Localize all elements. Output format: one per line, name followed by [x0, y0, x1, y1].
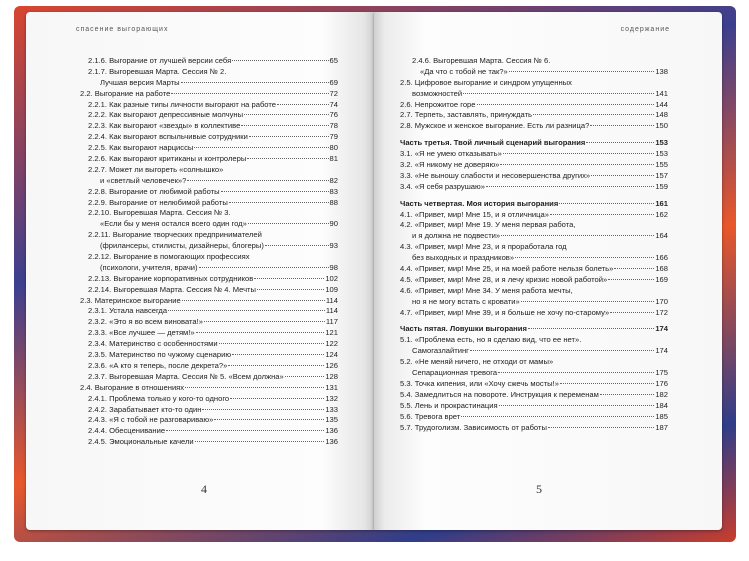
toc-entry: [400, 390, 668, 401]
toc-entry-page: 175: [655, 368, 668, 378]
toc-entry-title: 2.6. Непрожитое горе: [400, 99, 476, 109]
toc-entry-title: 4.1. «Привет, мир! Мне 15, и я отличница»: [400, 209, 549, 219]
toc-entry: [72, 274, 338, 285]
toc-entry: [400, 379, 668, 390]
dot-leader: [559, 203, 654, 204]
toc-entry-title: 2.2.2. Как выгорают депрессивные молчуны: [88, 110, 244, 120]
toc-entry-title: 2.2.10. Выгоревшая Марта. Сессия № 3.: [88, 208, 231, 218]
toc-entry-page: 80: [329, 143, 338, 153]
dot-leader: [182, 300, 325, 301]
toc-entry-page: 128: [325, 371, 338, 381]
toc-entry-page: 81: [329, 154, 338, 164]
toc-entry: [72, 372, 338, 383]
toc-entry-title: 2.2.6. Как выгорают критиканы и контролеры: [88, 154, 247, 164]
dot-leader: [202, 409, 324, 410]
toc-entry-title: 2.3. Материнское выгорание: [80, 295, 181, 305]
toc-entry-page: 122: [325, 339, 338, 349]
dot-leader: [560, 383, 654, 384]
toc-entry-page: 185: [655, 411, 668, 421]
toc-entry: [72, 328, 338, 339]
toc-entry-title: 3.3. «Не выношу слабости и несовершенства других»: [400, 170, 591, 180]
dot-leader: [257, 289, 324, 290]
toc-entry-title: 2.3.1. Устала навсегда: [88, 306, 168, 316]
toc-entry-page: 88: [329, 197, 338, 207]
toc-entry-title: но я не могу встать с кровати»: [412, 296, 520, 306]
toc-entry: [400, 138, 668, 149]
toc-entry-page: 169: [655, 274, 668, 284]
dot-leader: [229, 202, 329, 203]
toc-entry-title: 3.1. «Я не умею отказывать»: [400, 149, 502, 159]
toc-entry-page: 157: [655, 170, 668, 180]
toc-entry-title: 2.1.6. Выгорание от лучшей версии себя: [88, 56, 232, 65]
toc-entry-title: 2.3.2. «Это я во всем виновата!»: [88, 317, 203, 327]
toc-entry-page: 82: [329, 175, 338, 185]
toc-entry-title: 2.2.9. Выгорание от нелюбимой работы: [88, 197, 228, 207]
dot-leader: [187, 180, 328, 181]
toc-entry-page: 76: [329, 110, 338, 120]
toc-entry-title: Сепарационная тревога: [412, 368, 498, 378]
toc-entry-page: 144: [655, 99, 668, 109]
toc-entry: [400, 149, 668, 160]
toc-entry: [400, 253, 668, 264]
toc-entry: [400, 110, 668, 121]
toc-entry: [72, 263, 338, 274]
toc-entry-page: 90: [329, 219, 338, 229]
dot-leader: [244, 114, 328, 115]
dot-leader: [171, 93, 328, 94]
toc-entry-title: 2.3.4. Материнство с особенностями: [88, 339, 218, 349]
toc-entry-page: 78: [329, 121, 338, 131]
toc-entry-title: 4.2. «Привет, мир! Мне 19. У меня первая работа,: [400, 220, 576, 230]
toc-entry: [72, 415, 338, 426]
dot-leader: [610, 312, 654, 313]
dot-leader: [199, 267, 329, 268]
toc-entry-title: 4.4. «Привет, мир! Мне 25, и на моей работе нельзя болеть»: [400, 264, 614, 274]
dot-leader: [590, 125, 654, 126]
dot-leader: [548, 427, 654, 428]
toc-entry: [400, 242, 668, 253]
right-page: [374, 12, 722, 530]
toc-entry-title: 2.4.4. Обесценивание: [88, 426, 166, 436]
toc-entry-page: 138: [655, 66, 668, 76]
toc-entry-title: 2.4.1. Проблема только у кого-то одного: [88, 393, 230, 403]
dot-leader: [614, 268, 654, 269]
toc-entry: [72, 110, 338, 121]
toc-entry: [72, 208, 338, 219]
toc-entry-page: 164: [655, 231, 668, 241]
toc-entry-page: 114: [325, 295, 338, 305]
dot-leader: [498, 372, 654, 373]
toc-entry: [400, 67, 668, 78]
toc-entry: [400, 346, 668, 357]
toc-right: [400, 56, 668, 433]
toc-entry: [72, 176, 338, 187]
toc-entry: [400, 286, 668, 297]
toc-entry-page: 109: [325, 284, 338, 294]
dot-leader: [232, 60, 328, 61]
dot-leader: [500, 164, 654, 165]
dot-leader: [533, 114, 654, 115]
toc-entry: [400, 412, 668, 423]
toc-entry-title: Часть третья. Твой личный сценарий выгорания: [400, 138, 586, 148]
toc-entry-page: 126: [325, 360, 338, 370]
toc-entry-title: Лучшая версия Марты: [100, 77, 180, 87]
toc-entry-page: 148: [655, 110, 668, 120]
toc-entry: [72, 437, 338, 448]
toc-entry-page: 114: [325, 306, 338, 316]
toc-entry: [400, 308, 668, 319]
toc-entry: [72, 252, 338, 263]
toc-entry-page: 74: [329, 99, 338, 109]
toc-entry-title: 5.2. «Не меняй ничего, не отходи от мамы»: [400, 357, 554, 367]
toc-entry-title: и я должна не подвести»: [412, 231, 501, 241]
toc-entry-page: 174: [655, 346, 668, 356]
toc-entry-page: 182: [655, 389, 668, 399]
toc-entry: [400, 89, 668, 100]
toc-entry-title: Часть четвертая. Моя история выгорания: [400, 198, 559, 208]
toc-entry-title: 2.3.7. Выгоревшая Марта. Сессия № 5. «Всем должна»: [88, 371, 284, 381]
toc-entry: [72, 154, 338, 165]
dot-leader: [195, 441, 325, 442]
running-head-left: спасение выгорающих: [76, 26, 169, 33]
dot-leader: [600, 394, 654, 395]
toc-entry-title: 4.7. «Привет, мир! Мне 39, и я больше не хочу по-старому»: [400, 307, 610, 317]
toc-entry-title: 3.4. «Я себя разрушаю»: [400, 181, 485, 191]
dot-leader: [586, 142, 654, 143]
toc-entry-title: 2.2.5. Как выгорают нарциссы: [88, 143, 194, 153]
toc-entry-title: 2.4. Выгорание в отношениях: [80, 382, 185, 392]
toc-entry: [72, 132, 338, 143]
toc-entry-page: 135: [325, 415, 338, 425]
toc-entry: [400, 100, 668, 111]
dot-leader: [285, 376, 325, 377]
toc-entry-title: 2.2.1. Как разные типы личности выгорают на работе: [88, 99, 276, 109]
toc-entry: [400, 324, 668, 335]
toc-entry-page: 166: [655, 253, 668, 263]
toc-entry: [400, 264, 668, 275]
toc-entry-page: 159: [655, 181, 668, 191]
toc-entry: [72, 187, 338, 198]
dot-leader: [591, 175, 654, 176]
toc-entry-page: 136: [325, 437, 338, 447]
toc-left: [72, 56, 338, 448]
toc-entry-title: 2.2.11. Выгорание творческих предпринимателей: [88, 230, 262, 240]
dot-leader: [608, 279, 654, 280]
toc-entry: [72, 121, 338, 132]
toc-entry: [72, 394, 338, 405]
toc-entry-title: 2.4.2. Зарабатывает кто-то один: [88, 404, 202, 414]
dot-leader: [503, 153, 654, 154]
toc-entry: [400, 78, 668, 89]
dot-leader: [528, 328, 654, 329]
dot-leader: [232, 354, 324, 355]
dot-leader: [166, 430, 324, 431]
toc-entry-title: «Да что с тобой не так?»: [420, 66, 508, 76]
toc-entry-title: 2.4.6. Выгоревшая Марта. Сессия № 6.: [412, 56, 551, 65]
toc-entry: [400, 210, 668, 221]
toc-entry-title: 5.5. Лень и прокрастинация: [400, 400, 498, 410]
toc-entry-title: Часть пятая. Ловушки выгорания: [400, 324, 527, 334]
toc-entry-page: 72: [329, 88, 338, 98]
page-number-left: 4: [201, 482, 207, 496]
toc-entry: [72, 143, 338, 154]
toc-entry-title: (фрилансеры, стилисты, дизайнеры, блогеры): [100, 241, 264, 251]
toc-entry: [400, 171, 668, 182]
toc-entry-title: возможностей: [412, 88, 463, 98]
toc-entry: [72, 383, 338, 394]
toc-entry-page: 131: [325, 382, 338, 392]
toc-entry-page: 150: [655, 121, 668, 131]
toc-entry-page: 117: [325, 317, 338, 327]
toc-entry: [72, 426, 338, 437]
toc-entry-page: 98: [329, 262, 338, 272]
toc-entry-page: 102: [325, 273, 338, 283]
toc-entry-title: 2.2.12. Выгорание в помогающих профессиях: [88, 252, 250, 262]
toc-entry-title: 5.1. «Проблема есть, но я сделаю вид, что ее нет».: [400, 335, 582, 345]
toc-entry-page: 168: [655, 264, 668, 274]
toc-entry-page: 174: [655, 324, 668, 334]
toc-entry: [400, 335, 668, 346]
toc-entry: [72, 165, 338, 176]
toc-entry-title: 2.2.14. Выгоревшая Марта. Сессия № 4. Мечты: [88, 284, 256, 294]
toc-entry-title: 2.4.3. «Я с тобой не разговариваю»: [88, 415, 214, 425]
toc-entry: [400, 357, 668, 368]
toc-entry-title: 2.1.7. Выгоревшая Марта. Сессия № 2.: [88, 66, 227, 76]
toc-entry-title: 2.2.13. Выгорание корпоративных сотрудников: [88, 273, 254, 283]
toc-entry-page: 153: [655, 138, 668, 148]
toc-entry-page: 83: [329, 186, 338, 196]
toc-entry: [72, 56, 338, 67]
toc-entry-page: 176: [655, 378, 668, 388]
dot-leader: [521, 301, 655, 302]
toc-entry-page: 69: [329, 77, 338, 87]
toc-entry: [72, 100, 338, 111]
dot-leader: [204, 321, 325, 322]
toc-entry: [72, 317, 338, 328]
toc-entry: [400, 401, 668, 412]
toc-entry: [400, 199, 668, 210]
toc-entry-page: 153: [655, 149, 668, 159]
dot-leader: [219, 343, 325, 344]
toc-entry-title: без выходных и праздников»: [412, 253, 515, 263]
toc-entry-page: 155: [655, 160, 668, 170]
toc-entry: [72, 296, 338, 307]
toc-entry-title: 5.3. Точка кипения, или «Хочу сжечь мосты!»: [400, 378, 559, 388]
dot-leader: [486, 186, 654, 187]
toc-entry: [400, 275, 668, 286]
toc-entry-title: 3.2. «Я никому не доверяю»: [400, 160, 500, 170]
dot-leader: [221, 191, 329, 192]
toc-entry-title: 4.6. «Привет, мир! Мне 34. У меня работа мечты,: [400, 285, 573, 295]
dot-leader: [181, 82, 329, 83]
toc-entry-page: 172: [655, 307, 668, 317]
toc-entry-title: 2.2. Выгорание на работе: [80, 88, 171, 98]
toc-entry: [400, 56, 668, 67]
toc-entry-title: 2.2.3. Как выгорают «звезды» в коллективе: [88, 121, 241, 131]
toc-entry-page: 161: [655, 198, 668, 208]
dot-leader: [228, 365, 324, 366]
toc-entry: [72, 285, 338, 296]
toc-entry: [72, 405, 338, 416]
dot-leader: [254, 278, 324, 279]
toc-entry-title: и «светлый человечек»?: [100, 175, 187, 185]
toc-entry-title: 2.5. Цифровое выгорание и синдром упущенных: [400, 77, 572, 87]
toc-entry-page: 132: [325, 393, 338, 403]
toc-entry-page: 170: [655, 296, 668, 306]
running-head-right: содержание: [620, 26, 670, 33]
dot-leader: [247, 158, 328, 159]
left-page: [26, 12, 374, 530]
toc-entry: [400, 231, 668, 242]
toc-entry-title: 2.2.8. Выгорание от любимой работы: [88, 186, 220, 196]
toc-entry: [400, 297, 668, 308]
dot-leader: [499, 405, 655, 406]
dot-leader: [214, 419, 324, 420]
toc-entry-title: 2.3.5. Материнство по чужому сценарию: [88, 350, 232, 360]
toc-entry: [72, 361, 338, 372]
toc-entry-title: «Если бы у меня остался всего один год»: [100, 219, 247, 229]
toc-entry: [72, 241, 338, 252]
dot-leader: [194, 147, 328, 148]
page-number-right: 5: [536, 482, 542, 496]
toc-entry-title: 2.3.3. «Все лучшее — детям!»: [88, 328, 195, 338]
toc-entry: [400, 121, 668, 132]
toc-entry-title: 2.2.7. Может ли выгореть «солнышко»: [88, 164, 224, 174]
toc-entry-page: 93: [329, 241, 338, 251]
dot-leader: [249, 136, 329, 137]
dot-leader: [277, 104, 329, 105]
toc-entry-title: 2.8. Мужское и женское выгорание. Есть ли разница?: [400, 121, 590, 131]
toc-entry: [72, 350, 338, 361]
toc-entry: [72, 78, 338, 89]
toc-entry: [400, 182, 668, 193]
toc-entry-page: 187: [655, 422, 668, 432]
toc-entry-title: 2.3.6. «А кто я теперь, после декрета?»: [88, 360, 228, 370]
toc-entry-page: 133: [325, 404, 338, 414]
dot-leader: [509, 71, 655, 72]
dot-leader: [463, 93, 654, 94]
toc-entry-title: 2.7. Терпеть, заставлять, принуждать: [400, 110, 532, 120]
toc-entry-title: 5.7. Трудоголизм. Зависимость от работы: [400, 422, 547, 432]
toc-entry-title: 2.4.5. Эмоциональные качели: [88, 437, 194, 447]
toc-entry: [400, 368, 668, 379]
toc-entry-page: 124: [325, 350, 338, 360]
toc-entry: [72, 67, 338, 78]
toc-entry-page: 79: [329, 132, 338, 142]
toc-entry-title: 5.4. Замедлиться на повороте. Инструкция к переменам: [400, 389, 599, 399]
toc-entry-page: 141: [655, 88, 668, 98]
dot-leader: [265, 245, 329, 246]
toc-entry-page: 184: [655, 400, 668, 410]
dot-leader: [477, 104, 655, 105]
dot-leader: [241, 125, 328, 126]
dot-leader: [185, 387, 324, 388]
toc-entry: [72, 306, 338, 317]
toc-entry: [72, 219, 338, 230]
toc-entry: [400, 423, 668, 434]
toc-entry-title: 2.2.4. Как выгорают вспыльчивые сотрудники: [88, 132, 248, 142]
dot-leader: [550, 214, 654, 215]
toc-entry-title: 4.5. «Привет, мир! Мне 28, и я лечу кризис новой работой»: [400, 274, 608, 284]
toc-entry-page: 162: [655, 209, 668, 219]
dot-leader: [461, 416, 654, 417]
toc-entry-page: 136: [325, 426, 338, 436]
toc-entry-title: 5.6. Тревога врет: [400, 411, 461, 421]
dot-leader: [501, 235, 654, 236]
dot-leader: [470, 350, 654, 351]
toc-entry: [72, 230, 338, 241]
dot-leader: [230, 398, 324, 399]
toc-entry: [400, 220, 668, 231]
toc-entry-page: 65: [329, 56, 338, 65]
toc-entry: [400, 160, 668, 171]
toc-entry-title: (психологи, учителя, врачи): [100, 262, 198, 272]
toc-entry-title: 4.3. «Привет, мир! Мне 23, и я проработала год: [400, 242, 567, 252]
toc-entry: [72, 198, 338, 209]
dot-leader: [515, 257, 654, 258]
toc-entry: [72, 339, 338, 350]
dot-leader: [248, 223, 329, 224]
dot-leader: [168, 310, 325, 311]
toc-entry-title: Самогазлайтинг: [412, 346, 469, 356]
toc-entry: [72, 89, 338, 100]
dot-leader: [196, 332, 325, 333]
toc-entry-page: 121: [325, 328, 338, 338]
